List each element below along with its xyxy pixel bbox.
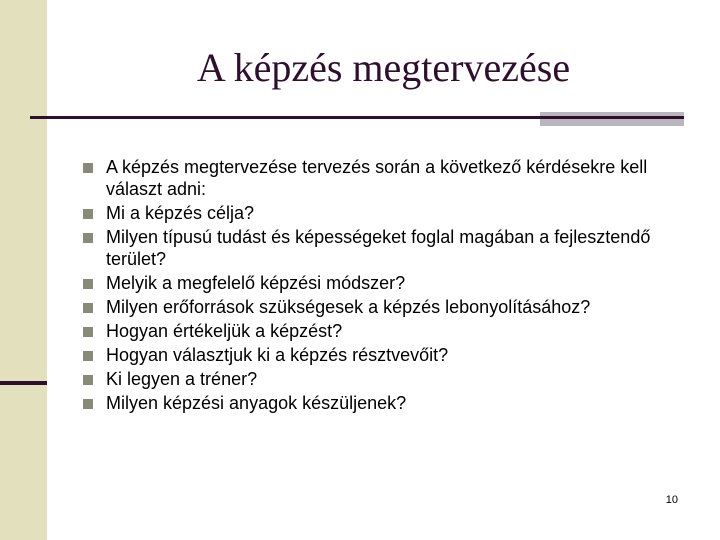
left-bar-accent-line [0,381,47,385]
bullet-item [82,202,692,224]
slide-number: 10 [665,494,678,506]
bullet-text: A képzés megtervezése tervezés során a következő kérdésekre kell választ adni: [106,157,648,199]
slide-title: A képzés megtervezése [196,45,571,90]
bullet-text: Milyen képzési anyagok készüljenek? [106,393,407,413]
bullet-item [82,272,692,294]
bullet-text: Hogyan választjuk ki a képzés résztvevőit? [106,345,449,365]
square-bullet-icon [83,209,93,219]
bullet-text: Milyen erőforrások szükségesek a képzés lebonyolításához? [106,297,591,317]
bullet-text: Ki legyen a tréner? [106,369,258,389]
bullet-list [82,156,692,416]
bullet-text: Melyik a megfelelő képzési módszer? [106,273,406,293]
bullet-text: Mi a képzés célja? [106,203,255,223]
square-bullet-icon [83,351,93,361]
bullet-item [82,320,692,342]
square-bullet-icon [83,375,93,385]
bullet-item [82,226,692,270]
square-bullet-icon [83,303,93,313]
bullet-item [82,296,692,318]
square-bullet-icon [83,279,93,289]
bullet-item [82,368,692,390]
square-bullet-icon [83,327,93,337]
bullet-item [82,156,692,200]
bullet-item [82,344,692,366]
bullet-text: Milyen típusú tudást és képességeket foglal magában a fejlesztendő terület? [106,227,651,269]
square-bullet-icon [83,163,93,173]
bullet-item [82,392,692,414]
square-bullet-icon [83,399,93,409]
bullet-text: Hogyan értékeljük a képzést? [106,321,343,341]
title-underline-block [540,112,684,126]
square-bullet-icon [83,233,93,243]
left-decorative-bar [0,0,47,540]
